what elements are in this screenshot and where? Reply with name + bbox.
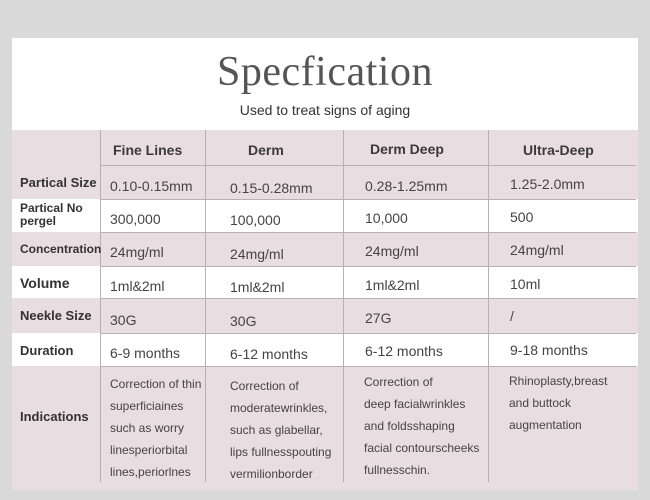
row-label-duration: Duration <box>20 343 74 358</box>
table-cell: 0.15-0.28mm <box>230 180 313 196</box>
indication-cell-derm-deep <box>364 371 479 481</box>
row-label-partical-no <box>20 202 83 228</box>
indication-cell-derm <box>230 375 331 485</box>
row-divider <box>100 165 636 166</box>
column-divider <box>100 130 101 482</box>
table-cell: 27G <box>365 310 392 326</box>
table-cell: 30G <box>230 313 257 329</box>
row-band-volume <box>12 266 638 298</box>
table-cell: 1ml&2ml <box>110 278 165 294</box>
table-cell: 1.25-2.0mm <box>510 176 585 192</box>
row-divider <box>100 266 636 267</box>
indication-line: Rhinoplasty,breast <box>509 374 608 388</box>
indication-cell-ultra-deep <box>509 370 608 436</box>
indication-line: and foldsshaping <box>364 419 455 433</box>
indication-line: and buttock <box>509 396 572 410</box>
row-label-concentration: Concentration <box>20 242 102 256</box>
table-cell: 6-12 months <box>230 346 308 362</box>
column-divider <box>343 130 344 482</box>
table-cell: 10,000 <box>365 210 408 226</box>
column-divider <box>488 130 489 482</box>
indication-line: augmentation <box>509 418 582 432</box>
page-title: Specfication <box>217 49 433 95</box>
page-subtitle: Used to treat signs of aging <box>239 102 411 118</box>
row-label-line: pergel <box>20 214 57 228</box>
indication-line: Correction of <box>364 375 433 389</box>
table-cell: 0.28-1.25mm <box>365 178 448 194</box>
indication-line: superficiaines <box>110 399 184 413</box>
row-label-neekle-size: Neekle Size <box>20 308 92 323</box>
table-cell: 6-12 months <box>365 343 443 359</box>
indication-line: such as worry <box>110 421 185 435</box>
table-cell: 300,000 <box>110 211 161 227</box>
table-cell: 6-9 months <box>110 345 181 361</box>
indication-line: Correction of thin <box>110 377 202 391</box>
table-cell: 24mg/ml <box>510 242 564 258</box>
indication-line: moderatewrinkles, <box>230 401 328 415</box>
row-divider <box>100 199 636 200</box>
row-label-partical-size: Partical Size <box>20 175 97 190</box>
indication-line: deep facialwrinkles <box>364 397 466 411</box>
row-band-partical-no <box>12 199 638 232</box>
column-header-fine-lines: Fine Lines <box>113 142 183 158</box>
indication-line: linesperiorbital <box>110 443 188 457</box>
row-divider <box>100 333 636 334</box>
indication-line: fullnesschin. <box>364 463 431 477</box>
column-divider <box>205 130 206 482</box>
row-divider <box>100 366 636 367</box>
indication-line: such as glabellar, <box>230 423 323 437</box>
table-cell: 1ml&2ml <box>365 277 420 293</box>
table-cell: 100,000 <box>230 212 281 228</box>
indication-line: lines,periorlnes <box>110 465 191 479</box>
table-cell: 9-18 months <box>510 342 588 358</box>
row-divider <box>100 298 636 299</box>
indication-cell-fine-lines <box>110 373 201 483</box>
table-cell: 0.10-0.15mm <box>110 178 193 194</box>
row-label-volume: Volume <box>20 275 70 291</box>
row-divider <box>100 232 636 233</box>
table-cell: / <box>510 308 514 324</box>
column-header-ultra-deep: Ultra-Deep <box>523 142 594 158</box>
table-cell: 1ml&2ml <box>230 279 285 295</box>
indication-line: vermilionborder <box>230 467 313 481</box>
column-header-derm-deep: Derm Deep <box>370 141 444 157</box>
table-cell: 24mg/ml <box>230 246 284 262</box>
column-header-derm: Derm <box>248 142 284 158</box>
table-cell: 500 <box>510 209 534 225</box>
indication-line: lips fullnesspouting <box>230 445 332 459</box>
table-cell: 10ml <box>510 276 541 292</box>
table-cell: 24mg/ml <box>110 244 164 260</box>
indication-line: facial contourscheeks <box>364 441 480 455</box>
table-cell: 24mg/ml <box>365 243 419 259</box>
row-label-indications: Indications <box>20 409 89 424</box>
table-cell: 30G <box>110 312 137 328</box>
row-label-line: Partical No <box>20 201 83 215</box>
indication-line: Correction of <box>230 379 299 393</box>
